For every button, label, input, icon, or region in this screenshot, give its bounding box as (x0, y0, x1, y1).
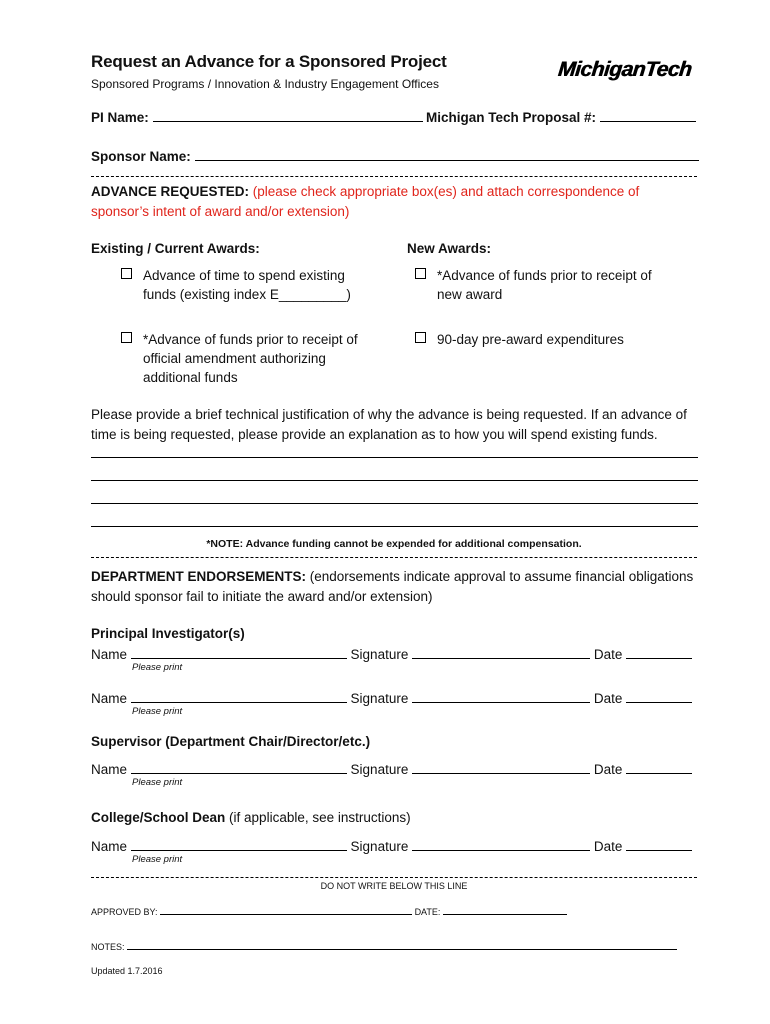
proposal-number-label: Michigan Tech Proposal #: (426, 110, 597, 125)
sponsor-name-line[interactable] (195, 147, 699, 161)
page-title: Request an Advance for a Sponsored Project (91, 52, 447, 71)
section-divider (91, 176, 697, 177)
sponsor-name-label: Sponsor Name: (91, 149, 191, 164)
signature-row (91, 837, 692, 854)
new-award-option[interactable] (415, 330, 624, 349)
date-label: Date (593, 762, 623, 777)
option-label: *Advance of funds prior to receipt of new award (437, 268, 652, 302)
signature-line[interactable] (412, 760, 590, 774)
section-divider (91, 557, 697, 558)
signature-label: Signature (350, 647, 409, 662)
justification-line[interactable] (91, 457, 698, 458)
funding-note: *NOTE: Advance funding cannot be expended for additional compensation. (206, 538, 582, 550)
name-line[interactable] (131, 760, 347, 774)
print-hint: Please print (132, 777, 183, 788)
option-label: *Advance of funds prior to receipt of official amendment authorizing additional funds (143, 332, 358, 385)
new-awards-heading: New Awards: (407, 241, 492, 256)
pi-name-line[interactable] (153, 108, 423, 122)
name-label: Name (91, 839, 128, 854)
option-label: Advance of time to spend existing funds (existing index E_________) (143, 268, 351, 302)
pi-name-label: PI Name: (91, 110, 149, 125)
proposal-number-field (426, 108, 696, 125)
name-label: Name (91, 647, 128, 662)
endorsements-block (91, 567, 701, 607)
signature-row (91, 689, 692, 706)
advance-requested-instruction: (please check appropriate box(es) and attach correspondence of sponsor’s intent of award and/or extension) (91, 184, 640, 219)
justification-line[interactable] (91, 526, 698, 527)
endorsements-heading: DEPARTMENT ENDORSEMENTS: (91, 569, 307, 584)
date-line[interactable] (626, 760, 692, 774)
section-divider (91, 877, 697, 878)
proposal-number-line[interactable] (600, 108, 696, 122)
checkbox[interactable] (121, 268, 132, 279)
justification-instructions: Please provide a brief technical justification of why the advance is being requested. If an advance of time is being requested, please provide an explanation as to how you will spend existing funds. (91, 407, 687, 442)
name-label: Name (91, 762, 128, 777)
justification-line[interactable] (91, 503, 698, 504)
option-label: 90-day pre-award expenditures (437, 332, 624, 347)
dean-note: (if applicable, see instructions) (229, 810, 411, 825)
notes-field (91, 940, 677, 952)
signature-line[interactable] (412, 837, 590, 851)
michigan-tech-logo: MichiganTech (556, 58, 693, 81)
pi-section-heading: Principal Investigator(s) (91, 626, 245, 641)
name-line[interactable] (131, 645, 347, 659)
dean-section-heading (91, 810, 411, 825)
updated-date: Updated 1.7.2016 (91, 966, 163, 976)
existing-award-option[interactable] (121, 266, 351, 302)
new-award-option[interactable] (415, 266, 652, 302)
page-subtitle: Sponsored Programs / Innovation & Industry Engagement Offices (91, 77, 439, 91)
signature-label: Signature (350, 691, 409, 706)
supervisor-section-heading: Supervisor (Department Chair/Director/etc.) (91, 734, 371, 749)
signature-line[interactable] (412, 645, 590, 659)
checkbox[interactable] (415, 332, 426, 343)
name-label: Name (91, 691, 128, 706)
date-label: Date (593, 647, 623, 662)
advance-requested-block (91, 182, 701, 222)
print-hint: Please print (132, 706, 183, 717)
existing-award-option[interactable] (121, 330, 358, 385)
pi-name-field (91, 108, 423, 125)
notes-line[interactable] (127, 940, 677, 950)
office-use-banner: DO NOT WRITE BELOW THIS LINE (320, 881, 468, 891)
dean-heading: College/School Dean (91, 810, 226, 825)
name-line[interactable] (131, 689, 347, 703)
name-line[interactable] (131, 837, 347, 851)
print-hint: Please print (132, 662, 183, 673)
signature-row (91, 645, 692, 662)
approved-date-line[interactable] (443, 905, 567, 915)
date-label: Date (593, 839, 623, 854)
sponsor-name-field (91, 147, 699, 164)
approved-by-field (91, 905, 567, 917)
date-line[interactable] (626, 837, 692, 851)
endorsements-text: (endorsements indicate approval to assume financial obligations should sponsor fail to initiate the award and/or extension) (91, 569, 694, 604)
date-label: Date (593, 691, 623, 706)
signature-line[interactable] (412, 689, 590, 703)
print-hint: Please print (132, 854, 183, 865)
notes-label: NOTES: (91, 942, 125, 952)
checkbox[interactable] (415, 268, 426, 279)
date-line[interactable] (626, 645, 692, 659)
signature-label: Signature (350, 762, 409, 777)
approved-date-label: DATE: (414, 907, 441, 917)
existing-awards-heading: Existing / Current Awards: (91, 241, 260, 256)
signature-row (91, 760, 692, 777)
checkbox[interactable] (121, 332, 132, 343)
approved-by-line[interactable] (160, 905, 412, 915)
justification-line[interactable] (91, 480, 698, 481)
date-line[interactable] (626, 689, 692, 703)
signature-label: Signature (350, 839, 409, 854)
approved-by-label: APPROVED BY: (91, 907, 158, 917)
advance-requested-heading: ADVANCE REQUESTED: (91, 184, 250, 199)
